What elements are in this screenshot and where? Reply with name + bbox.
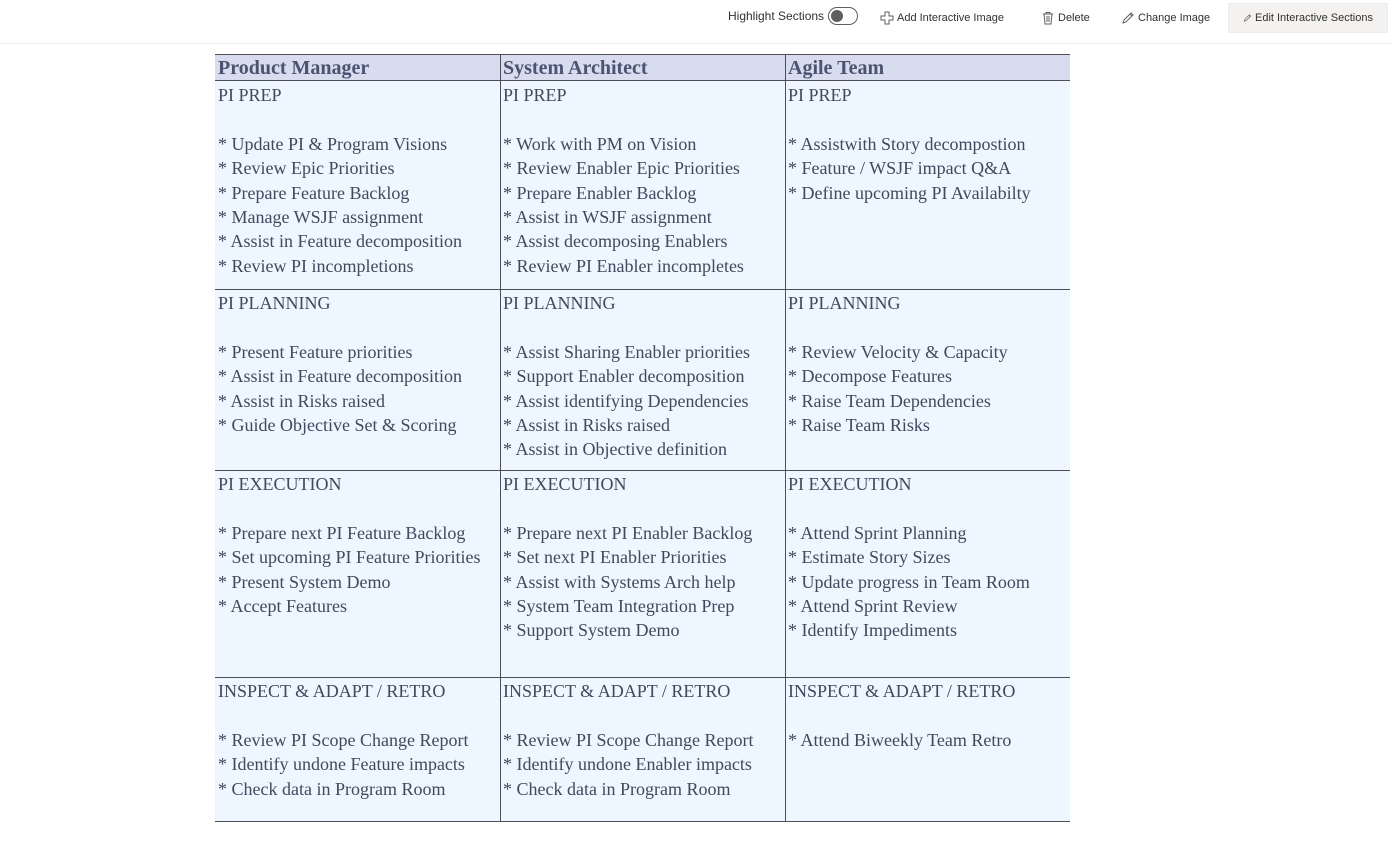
list-item: * Check data in Program Room xyxy=(503,778,731,799)
section-title: INSPECT & ADAPT / RETRO xyxy=(218,681,446,701)
list-item: * Decompose Features xyxy=(788,366,952,387)
row-divider xyxy=(215,470,1070,471)
section-title: INSPECT & ADAPT / RETRO xyxy=(788,681,1016,701)
list-item: * Check data in Program Room xyxy=(218,778,446,799)
list-item: * Prepare next PI Enabler Backlog xyxy=(503,522,753,543)
highlight-sections-label: Highlight Sections xyxy=(728,9,825,23)
header-agile-team: Agile Team xyxy=(785,54,1070,81)
section-title: PI PREP xyxy=(503,85,567,105)
section-title: PI PREP xyxy=(218,85,282,105)
list-item: * Attend Sprint Review xyxy=(788,596,958,616)
list-item: * Prepare Feature Backlog xyxy=(218,182,410,203)
list-item: * Identify Impediments xyxy=(788,620,957,641)
list-item: * Guide Objective Set & Scoring xyxy=(218,415,457,435)
delete-button[interactable] xyxy=(1037,3,1094,33)
change-image-label: Change Image xyxy=(1138,12,1211,24)
edit-interactive-sections-label: Edit Interactive Sections xyxy=(1254,12,1373,24)
list-item: * Define upcoming PI Availabilty xyxy=(788,182,1031,203)
roles-grid-image xyxy=(215,54,1070,822)
command-bar xyxy=(0,0,1392,44)
section-title: PI PLANNING xyxy=(218,293,331,313)
section-title: PI EXECUTION xyxy=(503,474,627,494)
list-item: * Accept Features xyxy=(218,596,347,616)
list-item: * Assist decomposing Enablers xyxy=(503,231,728,252)
list-item: * Assist in WSJF assignment xyxy=(503,207,712,227)
list-item: * Review Velocity & Capacity xyxy=(788,341,1008,362)
list-item: * Prepare next PI Feature Backlog xyxy=(218,522,466,543)
cell-at-inspect-adapt xyxy=(785,677,1070,822)
list-item: * Present Feature priorities xyxy=(218,341,413,362)
list-item: * Feature / WSJF impact Q&A xyxy=(788,158,1012,179)
list-item: * Assist in Risks raised xyxy=(503,415,671,435)
list-item: * Raise Team Dependencies xyxy=(788,390,991,411)
list-item: * Identify undone Enabler impacts xyxy=(503,754,752,775)
cell-at-pi-prep xyxy=(785,81,1070,289)
delete-label: Delete xyxy=(1058,12,1090,24)
row-divider xyxy=(215,677,1070,678)
pencil-icon xyxy=(1121,11,1135,25)
edit-interactive-sections-button[interactable] xyxy=(1228,3,1388,33)
list-item: * Review Epic Priorities xyxy=(218,158,395,179)
row-divider xyxy=(215,289,1070,290)
list-item: * Support System Demo xyxy=(503,620,680,641)
list-item: * Raise Team Risks xyxy=(788,415,930,435)
section-title: INSPECT & ADAPT / RETRO xyxy=(503,681,731,701)
list-item: * Set upcoming PI Feature Priorities xyxy=(218,547,481,568)
section-title: PI PLANNING xyxy=(503,293,616,313)
row-divider xyxy=(215,821,1070,822)
list-item: * Assist Sharing Enabler priorities xyxy=(503,341,750,362)
add-interactive-image-button[interactable] xyxy=(876,3,1008,33)
list-item: * Assist in Risks raised xyxy=(218,390,386,411)
highlight-sections-toggle-group xyxy=(728,5,858,27)
column-divider xyxy=(785,54,786,822)
section-title: PI EXECUTION xyxy=(788,474,912,494)
cell-pm-pi-prep xyxy=(215,81,500,289)
list-item: * Identify undone Feature impacts xyxy=(218,754,465,775)
list-item: * Review PI incompletions xyxy=(218,255,414,276)
list-item: * Review PI Scope Change Report xyxy=(218,729,469,750)
list-item: * Manage WSJF assignment xyxy=(218,207,424,227)
header-product-manager: Product Manager xyxy=(215,54,500,81)
section-title: PI PREP xyxy=(788,85,852,105)
list-item: * Assist with Systems Arch help xyxy=(503,571,736,592)
pencil-icon xyxy=(1243,11,1252,25)
list-item: * Review PI Enabler incompletes xyxy=(503,255,744,276)
cell-sa-pi-planning xyxy=(500,289,785,470)
list-item: * Support Enabler decomposition xyxy=(503,366,745,387)
list-item: * Work with PM on Vision xyxy=(503,133,697,154)
trash-icon xyxy=(1041,11,1055,25)
cell-at-pi-execution xyxy=(785,470,1070,677)
header-system-architect: System Architect xyxy=(500,54,785,81)
section-title: PI EXECUTION xyxy=(218,474,342,494)
list-item: * Present System Demo xyxy=(218,571,391,592)
list-item: * Review PI Scope Change Report xyxy=(503,729,754,750)
list-item: * Attend Biweekly Team Retro xyxy=(788,729,1012,750)
column-divider xyxy=(500,54,501,822)
list-item: * Update progress in Team Room xyxy=(788,571,1030,592)
cell-sa-pi-execution xyxy=(500,470,785,677)
list-item: * Prepare Enabler Backlog xyxy=(503,182,697,203)
section-title: PI PLANNING xyxy=(788,293,901,313)
cell-sa-inspect-adapt xyxy=(500,677,785,822)
list-item: * Assist in Feature decomposition xyxy=(218,366,462,387)
cell-pm-inspect-adapt xyxy=(215,677,500,822)
list-item: * System Team Integration Prep xyxy=(503,596,735,616)
list-item: * Attend Sprint Planning xyxy=(788,522,967,543)
cell-at-pi-planning xyxy=(785,289,1070,470)
cell-sa-pi-prep xyxy=(500,81,785,289)
list-item: * Update PI & Program Visions xyxy=(218,133,448,154)
list-item: * Set next PI Enabler Priorities xyxy=(503,547,727,568)
toggle-knob xyxy=(831,10,843,22)
list-item: * Assistwith Story decompostion xyxy=(788,133,1026,154)
add-icon xyxy=(880,11,894,25)
list-item: * Assist in Feature decomposition xyxy=(218,231,462,252)
list-item: * Estimate Story Sizes xyxy=(788,547,951,568)
add-interactive-image-label: Add Interactive Image xyxy=(897,12,1005,24)
list-item: * Assist in Objective definition xyxy=(503,439,727,460)
highlight-sections-toggle[interactable] xyxy=(828,7,858,25)
cell-pm-pi-planning xyxy=(215,289,500,470)
cell-pm-pi-execution xyxy=(215,470,500,677)
list-item: * Assist identifying Dependencies xyxy=(503,390,749,411)
list-item: * Review Enabler Epic Priorities xyxy=(503,158,740,179)
change-image-button[interactable] xyxy=(1117,3,1214,33)
